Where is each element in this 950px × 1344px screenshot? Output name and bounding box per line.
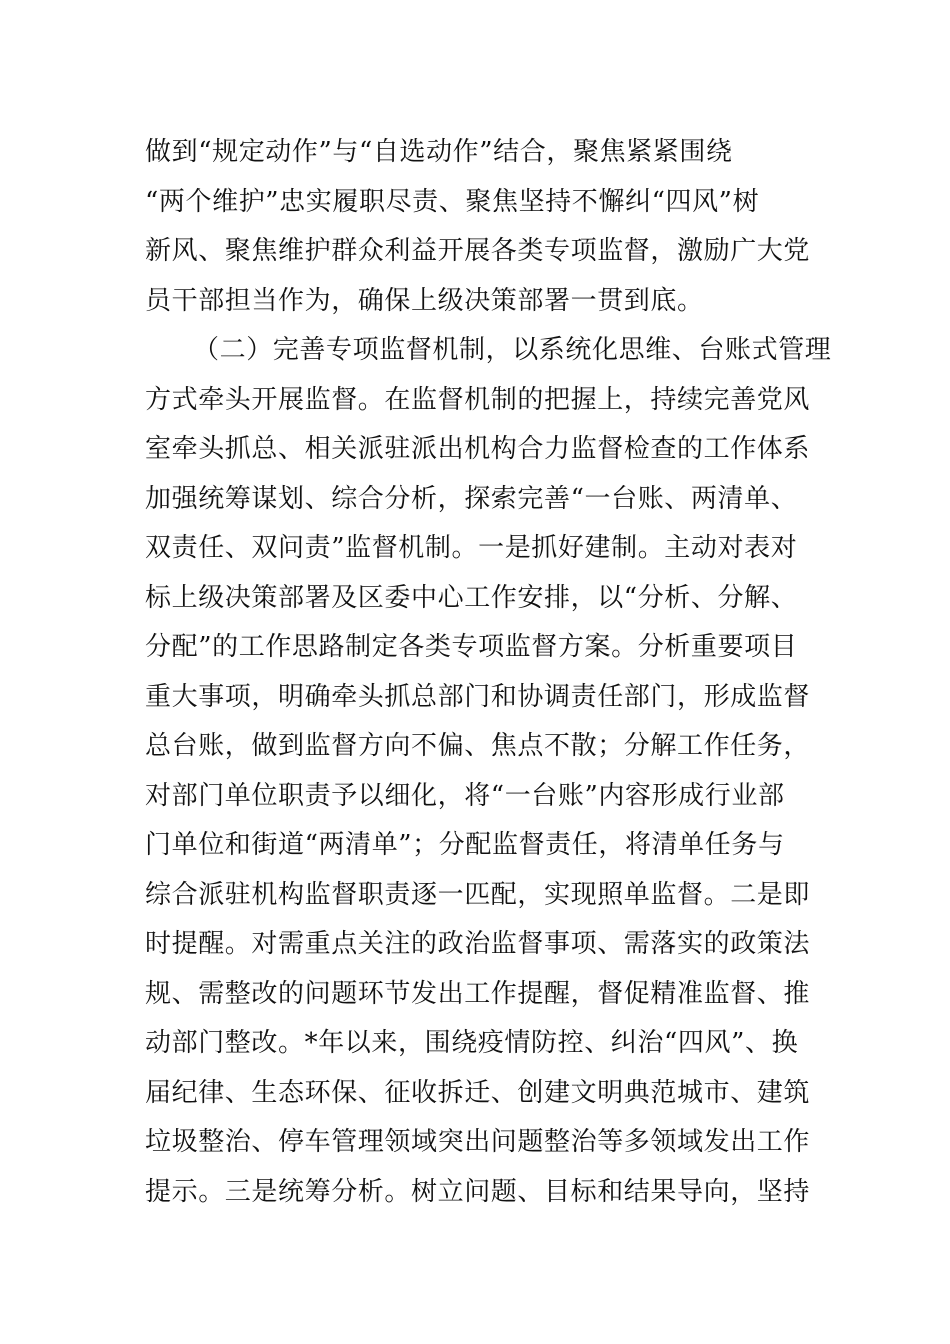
text-line: 方式牵头开展监督。在监督机制的把握上，持续完善党风 [145, 384, 811, 415]
text-line: 标上级决策部署及区委中心工作安排，以“分析、分解、 [145, 582, 798, 613]
text-line: “两个维护”忠实履职尽责、聚焦坚持不懈纠“四风”树 [145, 186, 760, 217]
text-line: 新风、聚焦维护群众利益开展各类专项监督，激励广大党 [145, 236, 811, 266]
text-line: 垃圾整治、停车管理领域突出问题整治等多领域发出工作 [145, 1127, 811, 1157]
text-line: 时提醒。对需重点关注的政治监督事项、需落实的政策法 [145, 929, 811, 959]
text-line: 分配”的工作思路制定各类专项监督方案。分析重要项目 [145, 632, 798, 662]
body-text [145, 128, 845, 1217]
text-line: 员干部担当作为，确保上级决策部署一贯到底。 [145, 285, 704, 316]
text-line: 提示。三是统筹分析。树立问题、目标和结果导向，坚持 [145, 1176, 811, 1207]
text-line: 重大事项，明确牵头抓总部门和协调责任部门，形成监督 [145, 681, 811, 712]
text-line: 双责任、双问责”监督机制。一是抓好建制。主动对表对 [145, 533, 798, 563]
text-line: 对部门单位职责予以细化，将“一台账”内容形成行业部 [145, 780, 785, 811]
text-line: 综合派驻机构监督职责逐一匹配，实现照单监督。二是即 [145, 879, 811, 910]
text-line: 门单位和街道“两清单”；分配监督责任，将清单任务与 [145, 830, 785, 860]
text-line: 规、需整改的问题环节发出工作提醒，督促精准监督、推 [145, 978, 811, 1009]
text-line: 做到“规定动作”与“自选动作”结合，聚焦紧紧围绕 [145, 137, 733, 167]
text-line: 总台账，做到监督方向不偏、焦点不散；分解工作任务， [145, 731, 811, 761]
text-line: 室牵头抓总、相关派驻派出机构合力监督检查的工作体系 [145, 434, 811, 464]
paragraph-heading-line: （二）完善专项监督机制，以系统化思维、台账式管理 [193, 335, 832, 365]
text-line: 届纪律、生态环保、征收拆迁、创建文明典范城市、建筑 [145, 1077, 811, 1108]
text-line: 加强统筹谋划、综合分析，探索完善“一台账、两清单、 [145, 483, 798, 514]
text-line: 动部门整改。*年以来，围绕疫情防控、纠治“四风”、换 [145, 1028, 799, 1058]
